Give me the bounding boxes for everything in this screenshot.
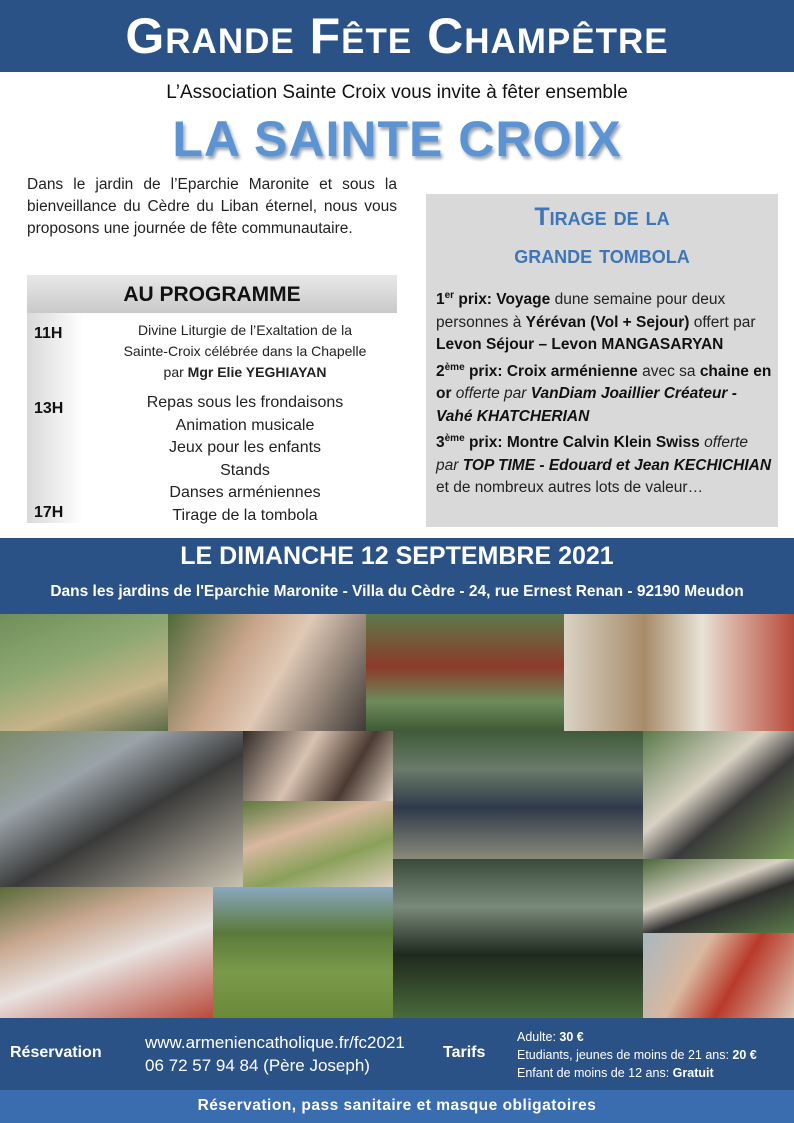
photo-family xyxy=(168,614,366,731)
liturgy-line-2: Sainte-Croix célébrée dans la Chapelle xyxy=(123,343,367,359)
liturgy-line-1: Divine Liturgie de l’Exaltation de la xyxy=(137,322,352,338)
activity-item: Danses arméniennes xyxy=(169,484,321,501)
photo-banquet xyxy=(0,887,213,1018)
photo-lawn xyxy=(213,887,393,1018)
activity-item: Tirage de la tombola xyxy=(172,506,318,524)
tarif-adult: Adulte: 30 € xyxy=(517,1030,584,1044)
tarifs-label: Tarifs xyxy=(443,1044,486,1061)
liturgy-celebrant: Mgr Elie YEGHIAYAN xyxy=(187,364,327,380)
event-name: LA SAINTE CROIX xyxy=(172,111,622,167)
phone-number: 06 72 57 94 84 (Père Joseph) xyxy=(145,1056,370,1075)
tombola-prizes xyxy=(436,285,772,500)
prize-3: 3ème prix: Montre Calvin Klein Swiss offerte par TOP TIME - Edouard et Jean KECHICHIAN xyxy=(436,433,772,474)
photo-folk-dance xyxy=(643,731,794,859)
tombola-title xyxy=(426,198,778,274)
photo-circle-dance xyxy=(643,859,794,933)
liturgy-by: par xyxy=(163,364,184,380)
activity-item: Animation musicale xyxy=(175,416,315,434)
photo-chapel-liturgy xyxy=(564,614,794,731)
photo-garden-group xyxy=(0,614,168,731)
activity-item: Repas sous les frondaisons xyxy=(146,394,344,411)
website-link[interactable]: www.armeniencatholique.fr/fc2021 xyxy=(145,1033,405,1052)
photo-couple xyxy=(643,933,794,1018)
subtitle: L’Association Sainte Croix vous invite à fêter ensemble xyxy=(166,82,628,103)
prize-1: 1er prix: Voyage dune semaine pour deux personnes à Yérévan (Vol + Sejour) offert par Levon Séjour – Levon MANGASARYAN xyxy=(436,290,756,354)
program-timeline xyxy=(27,313,83,523)
photo-dancers xyxy=(366,614,564,731)
reservation-label: Réservation xyxy=(10,1044,102,1061)
activities-list xyxy=(95,392,395,527)
photo-crowd xyxy=(393,731,643,859)
prize-other: et de nombreux autres lots de valeur… xyxy=(436,479,704,497)
program-title: AU PROGRAMME xyxy=(123,283,301,306)
photo-children xyxy=(243,801,393,887)
time-11h: 11H xyxy=(34,325,63,342)
event-date: LE DIMANCHE 12 SEPTEMBRE 2021 xyxy=(180,542,614,570)
photo-stage-dance xyxy=(393,859,643,1018)
tombola-title-line-1: Tirage de la xyxy=(534,203,670,231)
notice-text: Réservation, pass sanitaire et masque obligatoires xyxy=(197,1097,597,1114)
main-title: Grande Fête Champêtre xyxy=(125,8,669,64)
event-location: Dans les jardins de l'Eparchie Maronite - Villa du Cèdre - 24, rue Ernest Renan - 92190 Meudon xyxy=(50,583,744,600)
tarif-students: Etudiants, jeunes de moins de 21 ans: 20 € xyxy=(517,1048,757,1062)
time-17h: 17H xyxy=(34,504,64,521)
time-13h: 13H xyxy=(34,400,64,417)
prize-2: 2ème prix: Croix arménienne avec sa chaine en or offerte par VanDiam Joaillier Créateur - Vahé KHATCHERIAN xyxy=(436,361,772,425)
intro-paragraph: Dans le jardin de l’Eparchie Maronite et sous la bienveillance du Cèdre du Liban éternel, nous vous proposons une journée de fête communautaire. xyxy=(27,176,397,237)
photo-cooking xyxy=(0,731,243,887)
photo-collage xyxy=(0,614,794,1018)
tarif-children: Enfant de moins de 12 ans: Gratuit xyxy=(517,1066,714,1080)
activity-item: Stands xyxy=(220,461,270,479)
liturgy-text xyxy=(95,320,395,383)
liturgy-line-3 xyxy=(95,362,395,383)
activity-item: Jeux pour les enfants xyxy=(168,439,322,456)
tombola-title-line-2: grande tombola xyxy=(514,241,690,269)
photo-friends xyxy=(243,731,393,801)
